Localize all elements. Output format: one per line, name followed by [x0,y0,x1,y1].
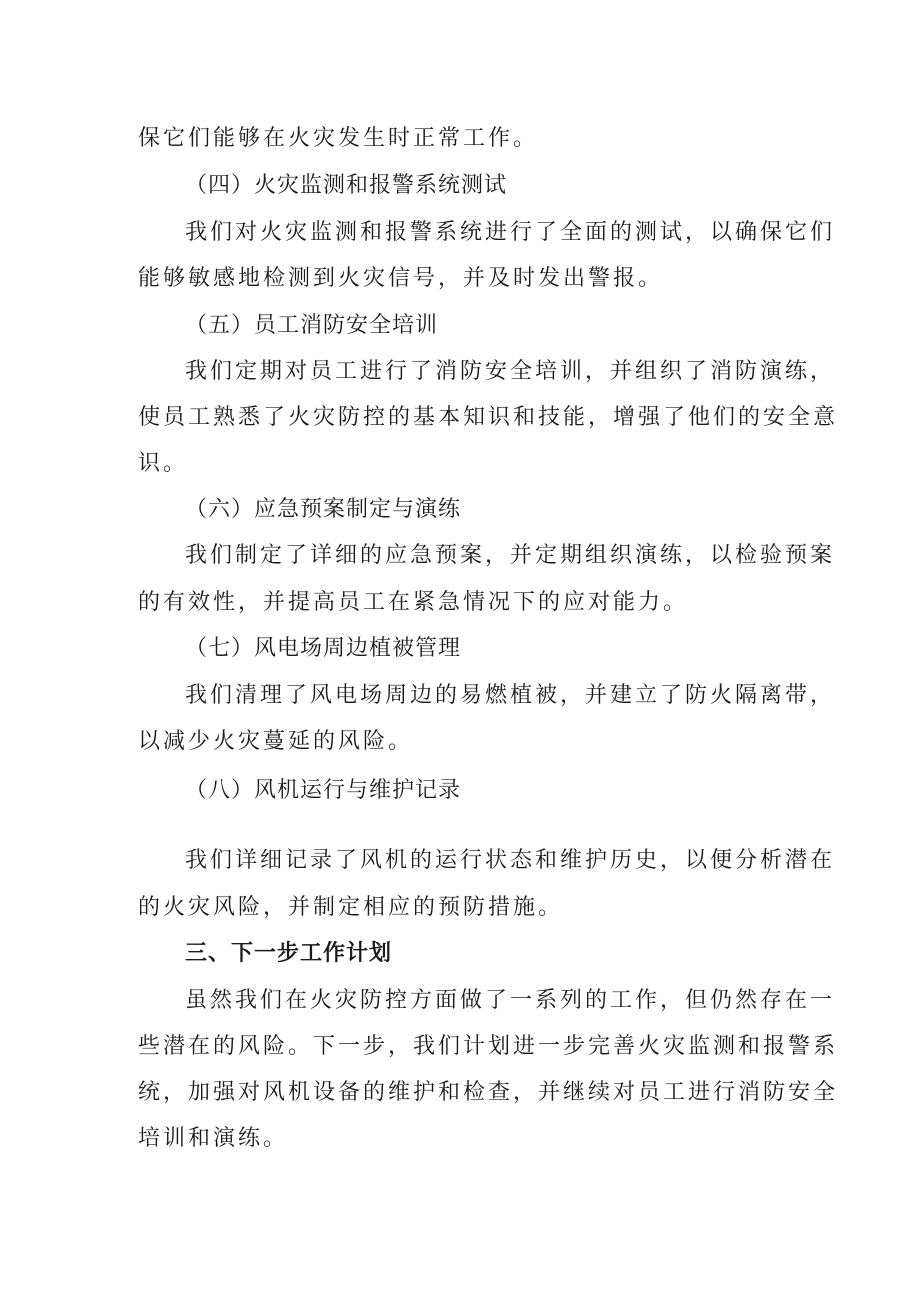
paragraph-line: 识。 [138,451,189,476]
section-heading-3: 三、下一步工作计划 [185,941,393,966]
paragraph-line: 我们对火灾监测和报警系统进行了全面的测试，以确保它们 [185,220,836,245]
paragraph-line: 我们制定了详细的应急预案，并定期组织演练，以检验预案 [185,543,836,568]
paragraph-line: 的火灾风险，并制定相应的预防措施。 [138,895,564,920]
paragraph-line: 能够敏感地检测到火灾信号，并及时发出警报。 [138,266,664,291]
paragraph-line: 保它们能够在火灾发生时正常工作。 [138,126,539,151]
paragraph-line: 培训和演练。 [138,1126,289,1151]
subsection-heading-5: （五）员工消防安全培训 [185,313,439,338]
subsection-heading-8: （八）风机运行与维护记录 [185,778,462,803]
subsection-heading-6: （六）应急预案制定与演练 [185,497,462,522]
paragraph-line: 的有效性，并提高员工在紧急情况下的应对能力。 [138,590,689,615]
paragraph-line: 统，加强对风机设备的维护和检查，并继续对员工进行消防安全 [138,1080,839,1105]
paragraph-line: 以减少火灾蔓延的风险。 [138,729,414,754]
paragraph-line: 我们详细记录了风机的运行状态和维护历史，以便分析潜在 [185,848,836,873]
paragraph-line: 我们清理了风电场周边的易燃植被，并建立了防火隔离带， [185,683,836,708]
paragraph-line: 我们定期对员工进行了消防安全培训，并组织了消防演练， [185,359,836,384]
paragraph-line: 使员工熟悉了火灾防控的基本知识和技能，增强了他们的安全意 [138,405,839,430]
subsection-heading-4: （四）火灾监测和报警系统测试 [185,173,508,198]
paragraph-line: 些潜在的风险。下一步，我们计划进一步完善火灾监测和报警系 [138,1034,839,1059]
subsection-heading-7: （七）风电场周边植被管理 [185,636,462,661]
paragraph-line: 虽然我们在火灾防控方面做了一系列的工作，但仍然存在一 [185,988,836,1013]
